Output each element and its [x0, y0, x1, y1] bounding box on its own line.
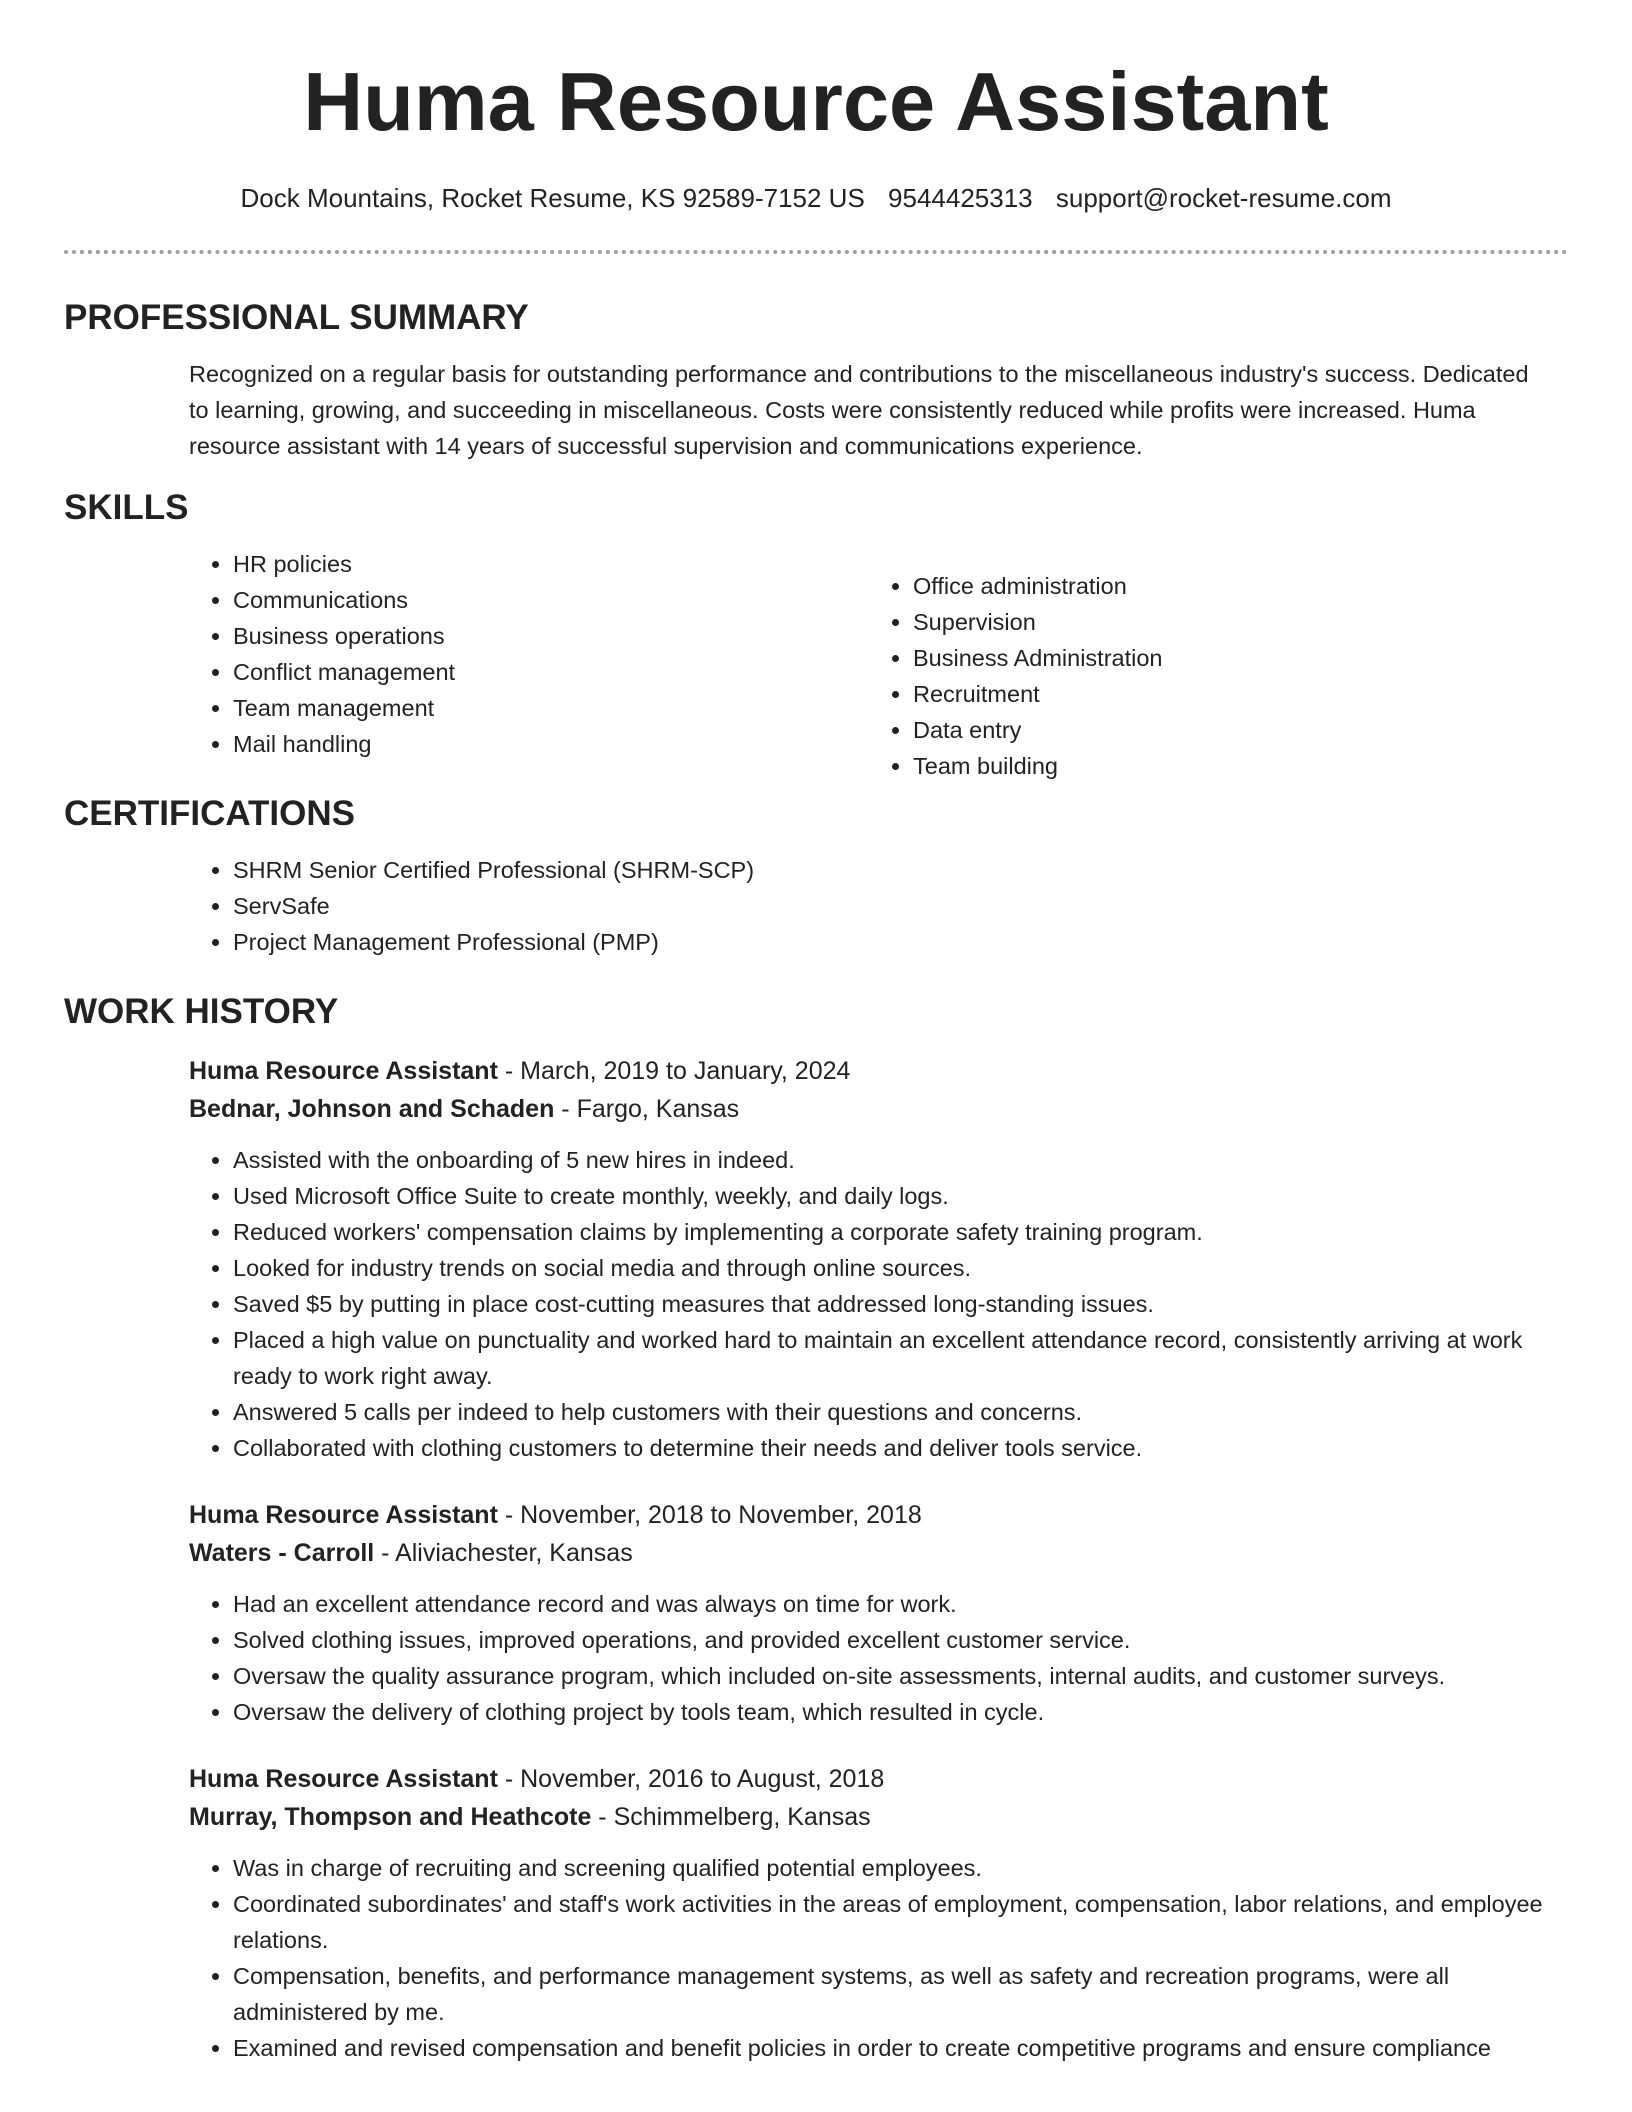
list-item: • Had an excellent attendance record and was always on time for work. — [233, 1586, 1570, 1622]
job-location: - Fargo, Kansas — [554, 1095, 740, 1123]
job-title-line — [0, 1496, 1632, 1534]
list-item: • Communications — [233, 582, 913, 618]
list-item: • Supervision — [913, 604, 1513, 640]
job-location: - Aliviachester, Kansas — [374, 1539, 633, 1567]
job-title-line — [0, 1760, 1632, 1798]
phone-text: 9544425313 — [888, 183, 1033, 213]
address-text: Dock Mountains, Rocket Resume, KS 92589-7152 US — [240, 183, 865, 213]
job-dates: - March, 2019 to January, 2024 — [497, 1057, 851, 1085]
list-item: • Oversaw the quality assurance program, which included on-site assessments, internal audits, and customer surveys. — [233, 1658, 1570, 1694]
list-item: • Conflict management — [233, 654, 913, 690]
skills-heading: SKILLS — [64, 488, 189, 527]
email-text: support@rocket-resume.com — [1055, 183, 1392, 213]
job-role: Huma Resource Assistant — [189, 1765, 498, 1793]
job-company-line — [0, 1534, 1632, 1572]
list-item: • Placed a high value on punctuality and worked hard to maintain an excellent attendance record, consistently arriving at work ready to work right away. — [233, 1322, 1570, 1394]
list-item: • HR policies — [233, 546, 913, 582]
job-company: Waters - Carroll — [189, 1539, 375, 1567]
candidate-name: Huma Resource Assistant — [303, 55, 1329, 148]
list-item: • Business operations — [233, 618, 913, 654]
job-entry — [0, 1496, 1632, 1730]
work-history-heading: WORK HISTORY — [64, 992, 339, 1031]
list-item: • Oversaw the delivery of clothing project by tools team, which resulted in cycle. — [233, 1694, 1570, 1730]
job-bullets — [0, 1586, 1632, 1730]
list-item: • Examined and revised compensation and benefit policies in order to create competitive programs and ensure compliance — [233, 2030, 1570, 2066]
summary-heading: PROFESSIONAL SUMMARY — [64, 298, 529, 337]
job-role: Huma Resource Assistant — [189, 1057, 498, 1085]
certifications-list — [0, 852, 1632, 960]
contact-line — [0, 180, 1632, 216]
list-item: • Collaborated with clothing customers to determine their needs and deliver tools service. — [233, 1430, 1570, 1466]
list-item: • Mail handling — [233, 726, 913, 762]
list-item: • Team management — [233, 690, 913, 726]
job-bullets — [0, 1850, 1632, 2066]
list-item: • Data entry — [913, 712, 1513, 748]
job-company: Bednar, Johnson and Schaden — [189, 1095, 555, 1123]
job-dates: - November, 2018 to November, 2018 — [497, 1501, 922, 1529]
list-item: • Reduced workers' compensation claims by implementing a corporate safety training program. — [233, 1214, 1570, 1250]
job-role: Huma Resource Assistant — [189, 1501, 498, 1529]
job-entry — [0, 1052, 1632, 1466]
header-divider — [64, 250, 1568, 254]
list-item: • Saved $5 by putting in place cost-cutting measures that addressed long-standing issues. — [233, 1286, 1570, 1322]
job-location: - Schimmelberg, Kansas — [591, 1803, 871, 1831]
job-company-line — [0, 1090, 1632, 1128]
list-item: • SHRM Senior Certified Professional (SHRM-SCP) — [233, 852, 1632, 888]
job-entry — [0, 1760, 1632, 2066]
list-item: • Project Management Professional (PMP) — [233, 924, 1632, 960]
certifications-heading: CERTIFICATIONS — [64, 794, 356, 833]
list-item: • Assisted with the onboarding of 5 new hires in indeed. — [233, 1142, 1570, 1178]
list-item: • Coordinated subordinates' and staff's work activities in the areas of employment, compensation, labor relations, and employee relations. — [233, 1886, 1570, 1958]
list-item: • Compensation, benefits, and performance management systems, as well as safety and recreation programs, were all administered by me. — [233, 1958, 1570, 2030]
job-bullets — [0, 1142, 1632, 1466]
list-item: • Was in charge of recruiting and screening qualified potential employees. — [233, 1850, 1570, 1886]
list-item: • Team building — [913, 748, 1513, 784]
list-item: • Used Microsoft Office Suite to create monthly, weekly, and daily logs. — [233, 1178, 1570, 1214]
list-item: • Office administration — [913, 568, 1513, 604]
list-item: • ServSafe — [233, 888, 1632, 924]
list-item: • Business Administration — [913, 640, 1513, 676]
job-dates: - November, 2016 to August, 2018 — [497, 1765, 885, 1793]
job-title-line — [0, 1052, 1632, 1090]
job-company: Murray, Thompson and Heathcote — [189, 1803, 592, 1831]
skills-list-right — [680, 568, 1513, 784]
list-item: • Answered 5 calls per indeed to help customers with their questions and concerns. — [233, 1394, 1570, 1430]
job-company-line — [0, 1798, 1632, 1836]
list-item: • Solved clothing issues, improved operations, and provided excellent customer service. — [233, 1622, 1570, 1658]
summary-text: Recognized on a regular basis for outstanding performance and contributions to the miscellaneous industry's success. Dedicated to learning, growing, and succeeding in miscellaneous. Costs were consistently reduced while profits were increased. Huma resource assistant with 14 years of successful supervision and communications experience. — [189, 361, 1529, 459]
list-item: • Looked for industry trends on social media and through online sources. — [233, 1250, 1570, 1286]
list-item: • Recruitment — [913, 676, 1513, 712]
